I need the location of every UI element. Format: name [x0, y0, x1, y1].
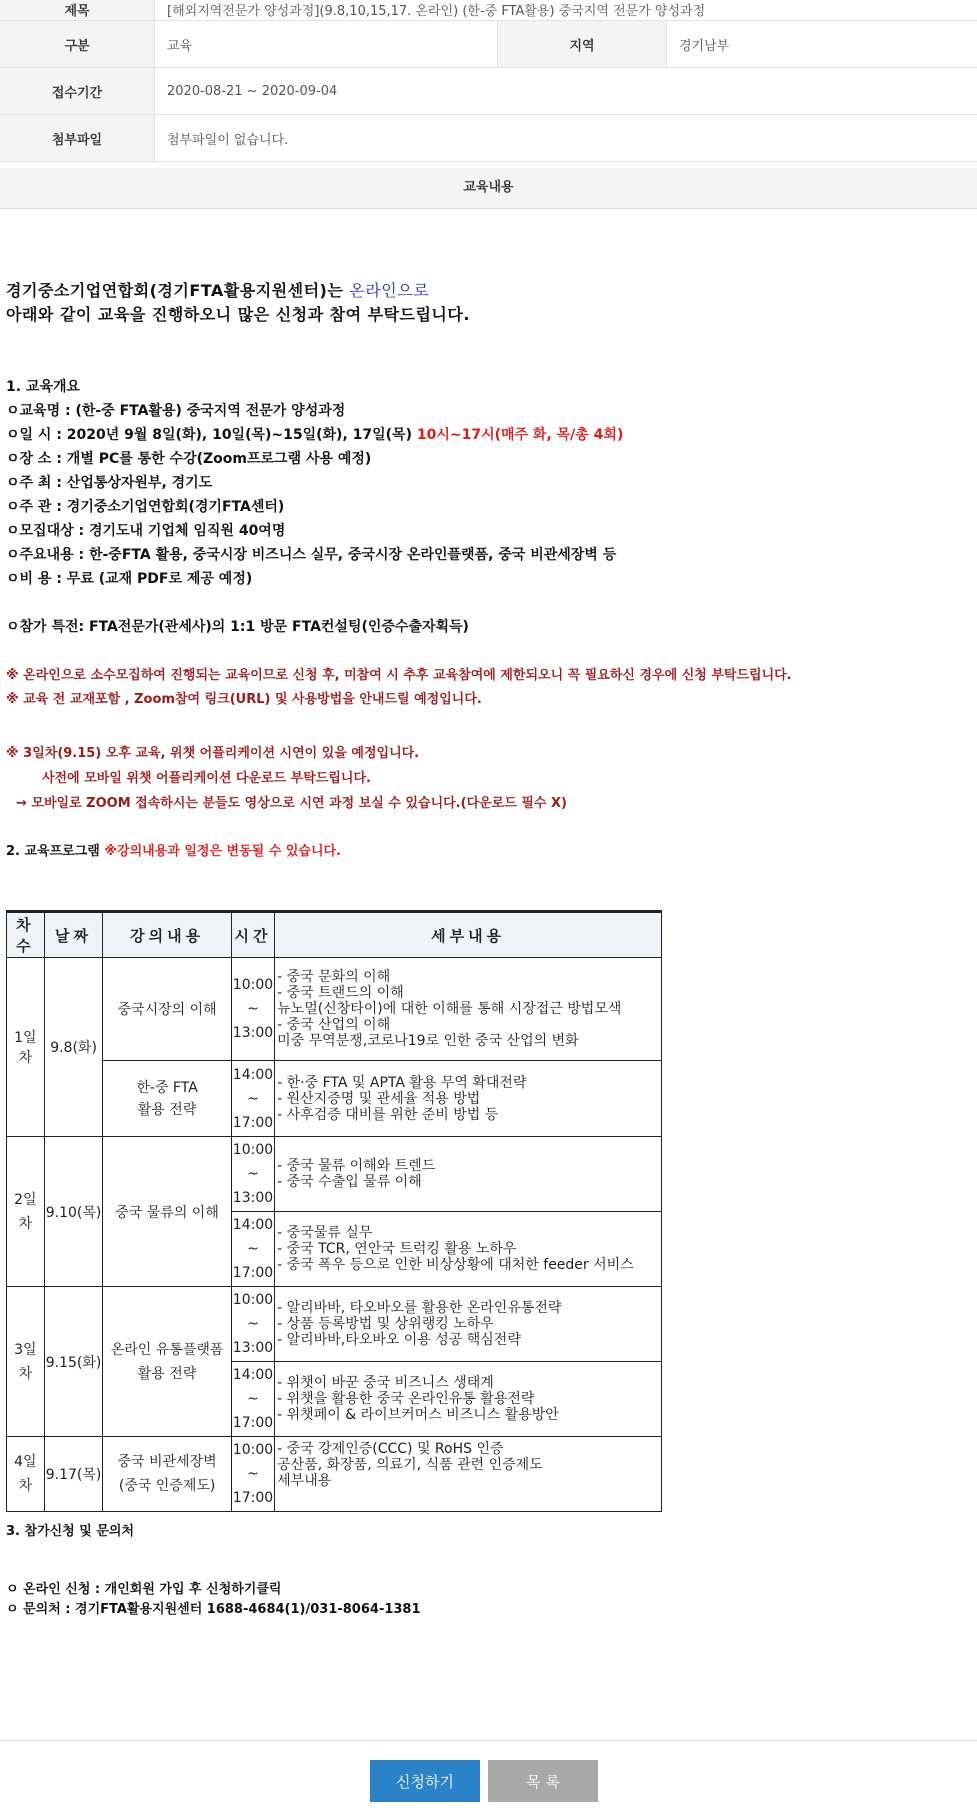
d4-date: 9.17(목) — [44, 1437, 103, 1512]
d3-s1-detail — [275, 1287, 662, 1362]
d1-s1-time — [231, 958, 274, 1061]
title-line: 활용 전략 — [137, 1101, 197, 1118]
detail-line: - 알리바바, 타오바오를 활용한 온라인유통전략 — [277, 1300, 562, 1316]
apply-online: ㅇ 온라인 신청 : 개인회원 가입 후 신청하기클릭 — [6, 1582, 282, 1597]
attachment-label: 첨부파일 — [0, 115, 155, 162]
region-value: 경기남부 — [667, 21, 977, 68]
notice-3: ※ 3일차(9.15) 오후 교육, 위챗 어플리케이션 시연이 있을 예정입니다. — [6, 746, 420, 761]
region-label: 지역 — [498, 21, 667, 68]
round-line: 2일 — [14, 1191, 37, 1208]
detail-line: - 중국물류 실무 — [277, 1225, 373, 1241]
time-start: 10:00 — [232, 1142, 274, 1158]
time-end: 17:00 — [232, 1490, 274, 1506]
d3-round — [7, 1287, 45, 1437]
program-heading-note: ※강의내용과 일정은 변동될 수 있습니다. — [104, 844, 341, 859]
time-start: 14:00 — [232, 1066, 274, 1083]
overview-target: ㅇ모집대상 : 경기도내 기업체 임직원 40여명 — [6, 523, 286, 539]
detail-line: - 한·중 FTA 및 APTA 활용 무역 확대전략 — [277, 1074, 527, 1091]
d2-s1-detail — [275, 1137, 662, 1212]
detail-line: - 중국 폭우 등으로 인한 비상상황에 대처한 feeder 서비스 — [277, 1257, 634, 1273]
round-line: 차 — [18, 1365, 33, 1382]
period-value: 2020-08-21 ~ 2020-09-04 — [155, 68, 977, 115]
time-sep: ~ — [247, 1090, 259, 1107]
detail-line: 뉴노멀(신창타이)에 대한 이해를 통해 시장접근 방법모색 — [277, 1001, 622, 1017]
d4-title — [103, 1437, 231, 1512]
d2-s1-time — [231, 1137, 274, 1212]
detail-line: - 사후검증 대비를 위한 준비 방법 등 — [277, 1106, 499, 1123]
list-button[interactable]: 목 록 — [488, 1760, 598, 1802]
d2-date: 9.10(목) — [44, 1137, 103, 1287]
time-end: 17:00 — [232, 1265, 274, 1281]
table-row — [7, 1137, 662, 1212]
d4-round — [7, 1437, 45, 1512]
time-sep: ~ — [247, 1001, 259, 1017]
detail-line: - 위챗이 바꾼 중국 비즈니스 생태계 — [277, 1375, 494, 1391]
title-value: [해외지역전문가 양성과정](9.8,10,15,17. 온라인) (한-중 FTA활용) 중국지역 전문가 양성과정 — [155, 0, 977, 21]
time-sep: ~ — [247, 1391, 259, 1407]
time-start: 10:00 — [232, 1292, 274, 1308]
program-table — [6, 910, 662, 1512]
detail-line: - 원산지증명 및 관세율 적용 방법 — [277, 1090, 481, 1107]
program-heading — [6, 840, 341, 859]
title-line: (중국 인증제도) — [118, 1478, 216, 1494]
detail-line: 세부내용 — [277, 1473, 332, 1489]
intro-text: 경기중소기업연합회(경기FTA활용지원센터)는 — [6, 281, 350, 300]
time-end: 17:00 — [232, 1114, 274, 1131]
overview-date-text: ㅇ일 시 : 2020년 9월 8일(화), 10일(목)~15일(화), 17일(목) — [6, 427, 417, 443]
detail-line: - 중국 TCR, 연안국 트럭킹 활용 노하우 — [277, 1241, 517, 1257]
time-start: 14:00 — [232, 1217, 274, 1233]
d4-detail — [275, 1437, 662, 1512]
time-end: 17:00 — [232, 1415, 274, 1431]
col-detail: 세부내용 — [275, 912, 662, 958]
time-start: 10:00 — [232, 977, 274, 993]
table-row — [7, 1437, 662, 1512]
d1-s2-detail — [275, 1061, 662, 1137]
detail-line: - 중국 문화의 이해 — [277, 969, 391, 985]
round-line: 차 — [18, 1215, 33, 1232]
overview-organizer: ㅇ주 관 : 경기중소기업연합회(경기FTA센터) — [6, 499, 285, 515]
time-end: 13:00 — [232, 1190, 274, 1206]
time-end: 13:00 — [232, 1025, 274, 1041]
d2-s2-detail — [275, 1212, 662, 1287]
title-label: 제목 — [0, 0, 155, 21]
d1-round: 1일차 — [7, 958, 45, 1137]
overview-cost: ㅇ비 용 : 무료 (교재 PDF로 제공 예정) — [6, 571, 253, 587]
time-sep: ~ — [247, 1241, 259, 1257]
time-sep: ~ — [247, 1466, 259, 1482]
detail-line: - 중국 수출입 물류 이해 — [277, 1174, 422, 1190]
table-row — [7, 1061, 662, 1137]
d2-s2-time — [231, 1212, 274, 1287]
title-line: 중국 비관세장벽 — [117, 1454, 217, 1470]
divider — [0, 1740, 977, 1741]
apply-heading: 3. 참가신청 및 문의처 — [6, 1524, 135, 1539]
overview-name: ㅇ교육명 : (한-중 FTA활용) 중국지역 전문가 양성과정 — [6, 403, 346, 419]
notice-5: → 모바일로 ZOOM 접속하시는 분들도 영상으로 시연 과정 보실 수 있습니다.(다운로드 필수 X) — [16, 796, 567, 811]
notice-2: ※ 교육 전 교재포함 , Zoom참여 링크(URL) 및 사용방법을 안내드릴 예정입니다. — [6, 692, 482, 707]
d3-s1-time — [231, 1287, 274, 1362]
overview-place: ㅇ장 소 : 개별 PC를 통한 수강(Zoom프로그램 사용 예정) — [6, 451, 372, 467]
overview-host: ㅇ주 최 : 산업통상자원부, 경기도 — [6, 475, 213, 491]
title-line: 온라인 유통플랫폼 — [110, 1341, 224, 1358]
detail-line: - 중국 트랜드의 이해 — [277, 985, 404, 1001]
overview-heading: 1. 교육개요 — [6, 379, 81, 395]
detail-line: - 위챗을 활용한 중국 온라인유통 활용전략 — [277, 1391, 535, 1407]
detail-line: - 중국 산업의 이해 — [277, 1017, 391, 1033]
d1-s2-title — [103, 1061, 231, 1137]
overview-date-highlight: 10시~17시(매주 화, 목/총 4회) — [416, 427, 624, 443]
apply-button[interactable]: 신청하기 — [370, 1760, 480, 1802]
col-lecture: 강의내용 — [103, 912, 231, 958]
round-line: 3일 — [14, 1341, 37, 1358]
detail-line: - 중국 물류 이해와 트렌드 — [277, 1158, 436, 1174]
title-line: 한-중 FTA — [136, 1079, 198, 1096]
d3-title — [103, 1287, 231, 1437]
intro-online-text: 온라인으로 — [349, 281, 430, 300]
detail-line: - 상품 등록방법 및 상위랭킹 노하우 — [277, 1316, 494, 1332]
category-value: 교육 — [155, 21, 498, 68]
time-start: 14:00 — [232, 1367, 274, 1383]
notice-4: 사전에 모바일 위챗 어플리케이션 다운로드 부탁드립니다. — [42, 771, 371, 786]
d2-round — [7, 1137, 45, 1287]
category-label: 구분 — [0, 21, 155, 68]
d1-s1-detail — [275, 958, 662, 1061]
title-line: 활용 전략 — [137, 1365, 197, 1382]
detail-line: 공산품, 화장품, 의료기, 식품 관련 인증제도 — [277, 1457, 543, 1473]
col-round: 차수 — [7, 912, 45, 958]
d3-s2-detail — [275, 1362, 662, 1437]
col-date: 날짜 — [44, 912, 103, 958]
program-heading-text: 2. 교육프로그램 — [6, 844, 105, 859]
apply-contact: ㅇ 문의처 : 경기FTA활용지원센터 1688-4684(1)/031-8064-1381 — [6, 1602, 421, 1617]
notice-1: ※ 온라인으로 소수모집하여 진행되는 교육이므로 신청 후, 미참여 시 추후 교육참여에 제한되오니 꼭 필요하신 경우에 신청 부탁드립니다. — [6, 668, 792, 683]
time-start: 10:00 — [232, 1442, 274, 1458]
time-sep: ~ — [247, 1166, 259, 1182]
round-line: 차 — [18, 1478, 33, 1494]
content-header: 교육내용 — [0, 168, 977, 209]
detail-line: - 위챗페이 & 라이브커머스 비즈니스 활용방안 — [277, 1407, 559, 1423]
attachment-value: 첨부파일이 없습니다. — [155, 115, 977, 162]
time-sep: ~ — [247, 1316, 259, 1332]
detail-line: - 알리바바,타오바오 이용 성공 핵심전략 — [277, 1332, 521, 1348]
d1-date: 9.8(화) — [44, 958, 103, 1137]
table-row — [7, 958, 662, 1061]
d1-s2-time — [231, 1061, 274, 1137]
d3-s2-time — [231, 1362, 274, 1437]
time-end: 13:00 — [232, 1340, 274, 1356]
intro-line-2: 아래와 같이 교육을 진행하오니 많은 신청과 참여 부탁드립니다. — [6, 305, 470, 324]
d3-date: 9.15(화) — [44, 1287, 103, 1437]
overview-benefit: ㅇ참가 특전: FTA전문가(관세사)의 1:1 방문 FTA컨설팅(인증수출자획득) — [6, 619, 469, 635]
overview-date — [6, 424, 623, 444]
period-label: 접수기간 — [0, 68, 155, 115]
d4-time — [231, 1437, 274, 1512]
d1-s1-title: 중국시장의 이해 — [103, 958, 231, 1061]
col-time: 시간 — [231, 912, 274, 958]
detail-line: 미중 무역분쟁,코로나19로 인한 중국 산업의 변화 — [277, 1033, 579, 1049]
detail-info-table — [0, 0, 977, 162]
round-line: 4일 — [14, 1454, 37, 1470]
d2-title: 중국 물류의 이해 — [103, 1137, 231, 1287]
intro-line-1 — [6, 278, 429, 301]
overview-contents: ㅇ주요내용 : 한-중FTA 활용, 중국시장 비즈니스 실무, 중국시장 온라인플랫폼, 중국 비관세장벽 등 — [6, 547, 617, 563]
detail-line: - 중국 강제인증(CCC) 및 RoHS 인증 — [277, 1441, 504, 1457]
table-row — [7, 1287, 662, 1362]
